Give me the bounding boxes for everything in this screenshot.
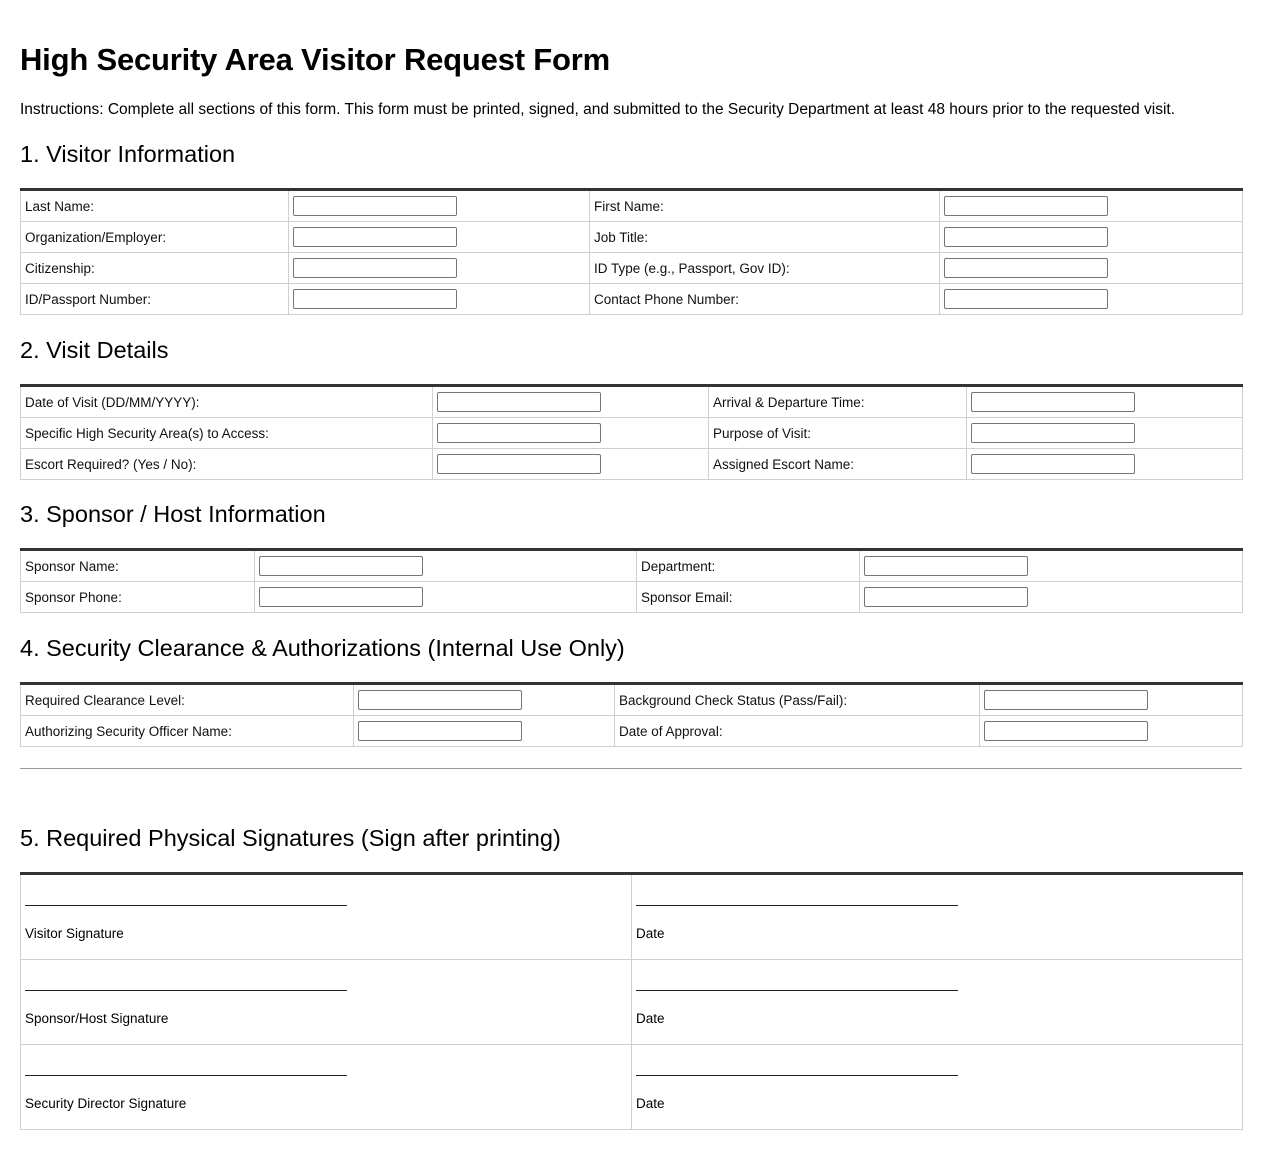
- last-name-label: Last Name:: [21, 190, 289, 222]
- security-area-input[interactable]: [437, 423, 601, 443]
- first-name-input[interactable]: [944, 196, 1108, 216]
- security-officer-input[interactable]: [358, 721, 522, 741]
- escort-name-label: Assigned Escort Name:: [709, 449, 967, 480]
- id-type-input[interactable]: [944, 258, 1108, 278]
- approval-date-input[interactable]: [984, 721, 1148, 741]
- approval-date-cell: [980, 716, 1243, 747]
- contact-phone-label: Contact Phone Number:: [590, 284, 940, 315]
- arrival-departure-label: Arrival & Departure Time:: [709, 386, 967, 418]
- clearance-level-input[interactable]: [358, 690, 522, 710]
- signatures-table: [20, 872, 1243, 1130]
- sponsor-signature-cell: [21, 960, 632, 1045]
- sponsor-phone-input[interactable]: [259, 587, 423, 607]
- table-row: [21, 418, 1243, 449]
- table-row: [21, 874, 1243, 960]
- escort-name-cell: [967, 449, 1243, 480]
- sponsor-email-label: Sponsor Email:: [637, 582, 860, 613]
- clearance-level-cell: [354, 684, 615, 716]
- security-officer-cell: [354, 716, 615, 747]
- sponsor-email-cell: [860, 582, 1243, 613]
- visitor-date-label: Date: [636, 926, 665, 941]
- escort-required-label: Escort Required? (Yes / No):: [21, 449, 433, 480]
- citizenship-input[interactable]: [293, 258, 457, 278]
- table-row: [21, 190, 1243, 222]
- director-signature-cell: [21, 1045, 632, 1130]
- sponsor-info-table: [20, 548, 1243, 613]
- citizenship-cell: [289, 253, 590, 284]
- passport-number-label: ID/Passport Number:: [21, 284, 289, 315]
- visitor-date-cell: [632, 874, 1243, 960]
- table-row: [21, 1045, 1243, 1130]
- passport-number-input[interactable]: [293, 289, 457, 309]
- department-cell: [860, 550, 1243, 582]
- table-row: [21, 284, 1243, 315]
- table-row: [21, 716, 1243, 747]
- instructions-text: Instructions: Complete all sections of this form. This form must be printed, signed, and submitted to the Security Department at least 48 hours prior to the requested visit.: [20, 101, 1176, 118]
- director-date-label: Date: [636, 1096, 665, 1111]
- first-name-cell: [940, 190, 1243, 222]
- background-check-label: Background Check Status (Pass/Fail):: [615, 684, 980, 716]
- approval-date-label: Date of Approval:: [615, 716, 980, 747]
- section-heading-sponsor: 3. Sponsor / Host Information: [20, 501, 326, 527]
- department-input[interactable]: [864, 556, 1028, 576]
- visitor-info-table: [20, 188, 1243, 315]
- job-title-input[interactable]: [944, 227, 1108, 247]
- escort-required-cell: [433, 449, 709, 480]
- sponsor-phone-cell: [255, 582, 637, 613]
- arrival-departure-cell: [967, 386, 1243, 418]
- purpose-label: Purpose of Visit:: [709, 418, 967, 449]
- signature-line: [25, 1075, 347, 1076]
- visitor-signature-cell: [21, 874, 632, 960]
- escort-name-input[interactable]: [971, 454, 1135, 474]
- id-type-cell: [940, 253, 1243, 284]
- section-heading-clearance: 4. Security Clearance & Authorizations (Internal Use Only): [20, 635, 625, 661]
- table-row: [21, 582, 1243, 613]
- table-row: [21, 449, 1243, 480]
- job-title-cell: [940, 222, 1243, 253]
- page-title: High Security Area Visitor Request Form: [20, 42, 610, 77]
- table-row: [21, 253, 1243, 284]
- organization-cell: [289, 222, 590, 253]
- background-check-input[interactable]: [984, 690, 1148, 710]
- sponsor-name-label: Sponsor Name:: [21, 550, 255, 582]
- table-row: [21, 550, 1243, 582]
- section-heading-visitor: 1. Visitor Information: [20, 141, 236, 167]
- table-row: [21, 386, 1243, 418]
- contact-phone-cell: [940, 284, 1243, 315]
- purpose-cell: [967, 418, 1243, 449]
- visit-date-input[interactable]: [437, 392, 601, 412]
- sponsor-signature-label: Sponsor/Host Signature: [25, 1011, 169, 1026]
- section-divider: [20, 768, 1242, 769]
- sponsor-name-cell: [255, 550, 637, 582]
- contact-phone-input[interactable]: [944, 289, 1108, 309]
- background-check-cell: [980, 684, 1243, 716]
- section-heading-signatures: 5. Required Physical Signatures (Sign after printing): [20, 825, 561, 851]
- escort-required-input[interactable]: [437, 454, 601, 474]
- director-signature-label: Security Director Signature: [25, 1096, 187, 1111]
- first-name-label: First Name:: [590, 190, 940, 222]
- section-heading-visit: 2. Visit Details: [20, 337, 169, 363]
- last-name-input[interactable]: [293, 196, 457, 216]
- visitor-signature-label: Visitor Signature: [25, 926, 124, 941]
- last-name-cell: [289, 190, 590, 222]
- sponsor-date-label: Date: [636, 1011, 665, 1026]
- organization-label: Organization/Employer:: [21, 222, 289, 253]
- visit-date-cell: [433, 386, 709, 418]
- arrival-departure-input[interactable]: [971, 392, 1135, 412]
- purpose-input[interactable]: [971, 423, 1135, 443]
- sponsor-date-cell: [632, 960, 1243, 1045]
- organization-input[interactable]: [293, 227, 457, 247]
- citizenship-label: Citizenship:: [21, 253, 289, 284]
- visit-date-label: Date of Visit (DD/MM/YYYY):: [21, 386, 433, 418]
- clearance-level-label: Required Clearance Level:: [21, 684, 354, 716]
- id-type-label: ID Type (e.g., Passport, Gov ID):: [590, 253, 940, 284]
- passport-number-cell: [289, 284, 590, 315]
- sponsor-name-input[interactable]: [259, 556, 423, 576]
- date-line: [636, 990, 958, 991]
- job-title-label: Job Title:: [590, 222, 940, 253]
- date-line: [636, 1075, 958, 1076]
- signature-line: [25, 905, 347, 906]
- visit-details-table: [20, 384, 1243, 480]
- signature-line: [25, 990, 347, 991]
- director-date-cell: [632, 1045, 1243, 1130]
- table-row: [21, 222, 1243, 253]
- table-row: [21, 684, 1243, 716]
- security-area-label: Specific High Security Area(s) to Access:: [21, 418, 433, 449]
- sponsor-phone-label: Sponsor Phone:: [21, 582, 255, 613]
- department-label: Department:: [637, 550, 860, 582]
- clearance-table: [20, 682, 1243, 747]
- security-area-cell: [433, 418, 709, 449]
- sponsor-email-input[interactable]: [864, 587, 1028, 607]
- date-line: [636, 905, 958, 906]
- security-officer-label: Authorizing Security Officer Name:: [21, 716, 354, 747]
- table-row: [21, 960, 1243, 1045]
